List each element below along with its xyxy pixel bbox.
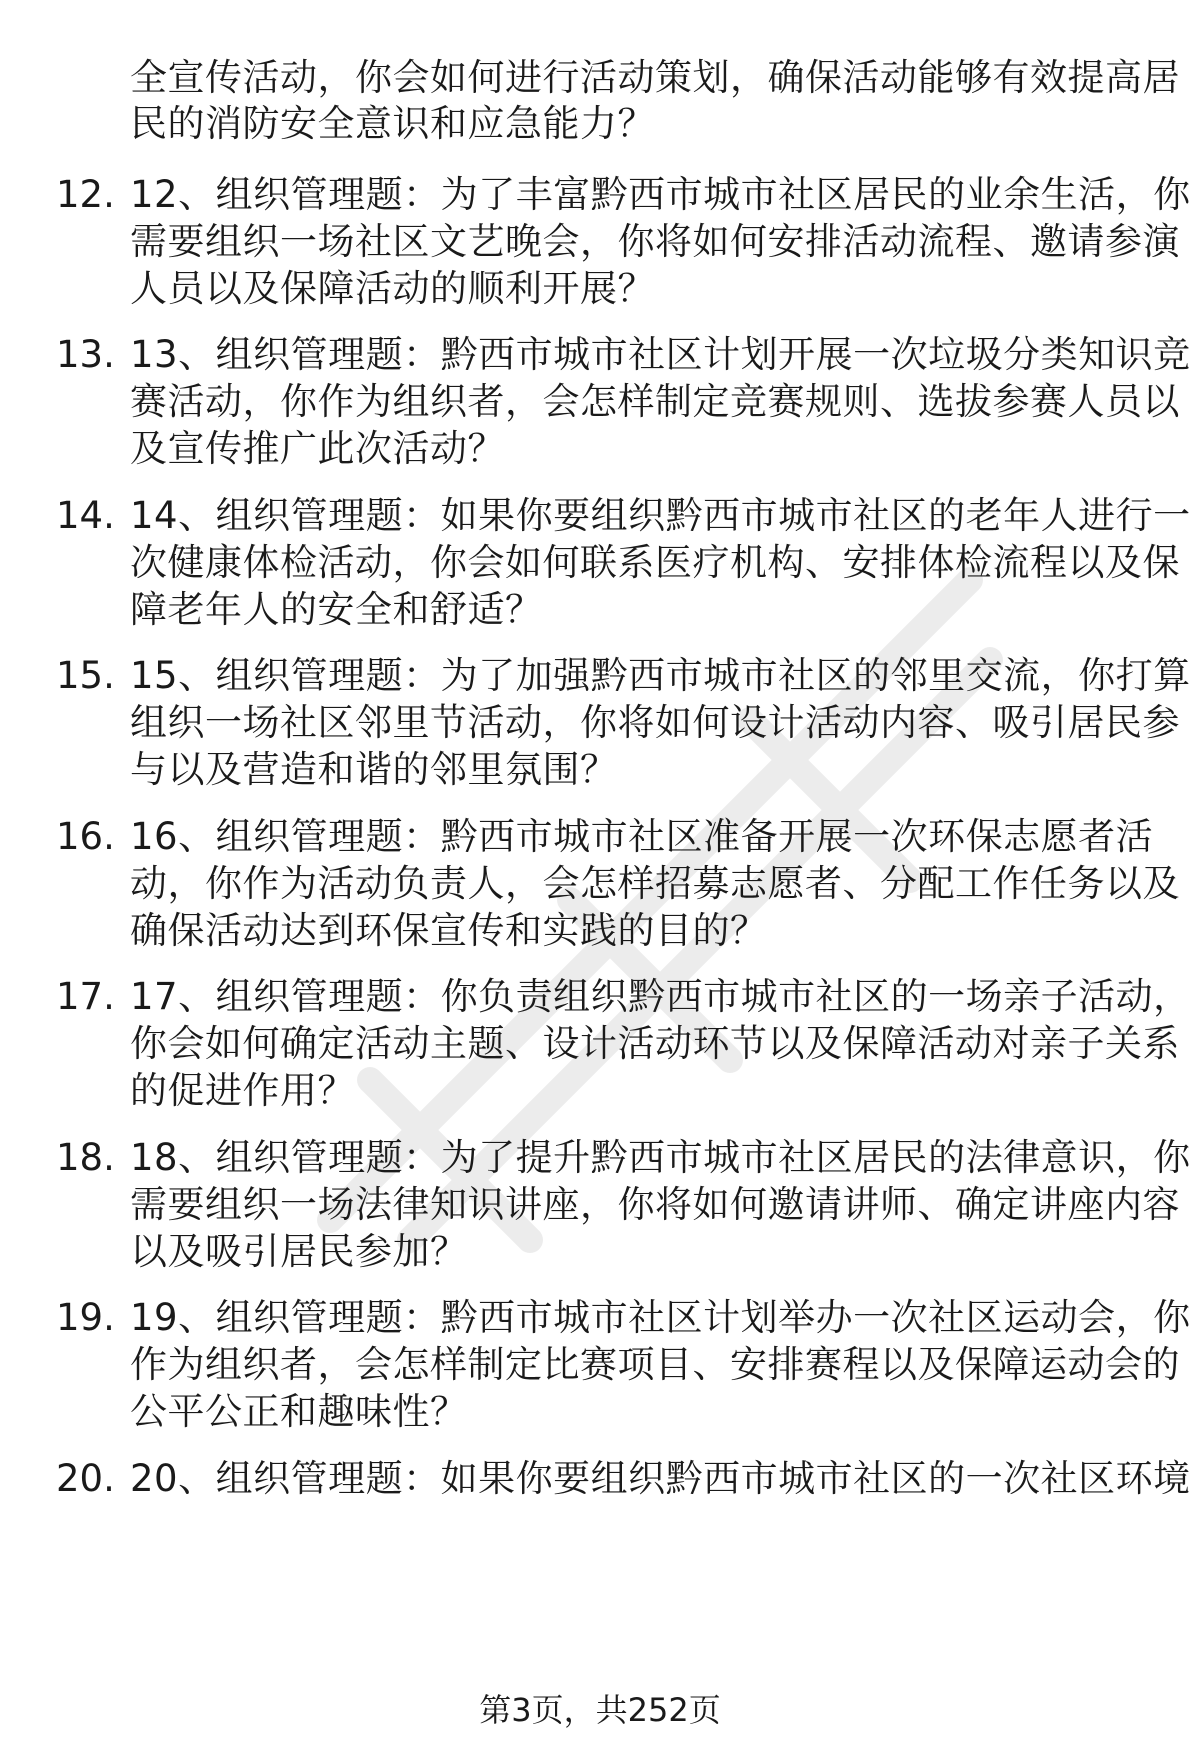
item-line: 13、组织管理题：黔西市城市社区计划开展一次垃圾分类知识竞 (130, 333, 1191, 376)
item-line: 障老年人的安全和舒适？ (130, 588, 543, 631)
item-line: 17、组织管理题：你负责组织黔西市城市社区的一场亲子活动， (130, 975, 1191, 1018)
item-line: 以及吸引居民参加？ (130, 1230, 468, 1273)
item-line: 15、组织管理题：为了加强黔西市城市社区的邻里交流，你打算 (130, 654, 1191, 697)
item-number: 18. (56, 1136, 115, 1179)
item-line: 需要组织一场社区文艺晚会，你将如何安排活动流程、邀请参演 (130, 220, 1180, 263)
item-line: 作为组织者，会怎样制定比赛项目、安排赛程以及保障运动会的 (130, 1343, 1180, 1386)
item-line: 20、组织管理题：如果你要组织黔西市城市社区的一次社区环境 (130, 1457, 1191, 1500)
item-number: 17. (56, 975, 115, 1018)
item-line: 人员以及保障活动的顺利开展？ (130, 267, 655, 310)
page-number-footer: 第3页，共252页 (479, 1691, 721, 1729)
item-number: 14. (56, 494, 115, 537)
item-line: 你会如何确定活动主题、设计活动环节以及保障活动对亲子关系 (130, 1022, 1180, 1065)
item-line: 与以及营造和谐的邻里氛围？ (130, 748, 618, 791)
item-line: 赛活动，你作为组织者，会怎样制定竞赛规则、选拔参赛人员以 (130, 380, 1180, 423)
item-number: 16. (56, 815, 115, 858)
continuation-line: 全宣传活动，你会如何进行活动策划，确保活动能够有效提高居 (130, 56, 1180, 99)
item-line: 的促进作用？ (130, 1069, 355, 1112)
item-line: 组织一场社区邻里节活动，你将如何设计活动内容、吸引居民参 (130, 701, 1180, 744)
item-line: 确保活动达到环保宣传和实践的目的？ (130, 909, 768, 952)
item-line: 19、组织管理题：黔西市城市社区计划举办一次社区运动会，你 (130, 1296, 1191, 1339)
item-line: 动，你作为活动负责人，会怎样招募志愿者、分配工作任务以及 (130, 862, 1180, 905)
item-number: 19. (56, 1296, 115, 1339)
item-number: 15. (56, 654, 115, 697)
item-line: 18、组织管理题：为了提升黔西市城市社区居民的法律意识，你 (130, 1136, 1191, 1179)
item-line: 及宣传推广此次活动？ (130, 427, 505, 470)
item-line: 公平公正和趣味性？ (130, 1390, 468, 1433)
item-number: 12. (56, 173, 115, 216)
item-number: 13. (56, 333, 115, 376)
item-number: 20. (56, 1457, 115, 1500)
item-line: 次健康体检活动，你会如何联系医疗机构、安排体检流程以及保 (130, 541, 1180, 584)
continuation-line: 民的消防安全意识和应急能力？ (130, 102, 655, 145)
item-line: 需要组织一场法律知识讲座，你将如何邀请讲师、确定讲座内容 (130, 1183, 1180, 1226)
item-line: 14、组织管理题：如果你要组织黔西市城市社区的老年人进行一 (130, 494, 1191, 537)
item-line: 16、组织管理题：黔西市城市社区准备开展一次环保志愿者活 (130, 815, 1154, 858)
item-line: 12、组织管理题：为了丰富黔西市城市社区居民的业余生活，你 (130, 173, 1191, 216)
